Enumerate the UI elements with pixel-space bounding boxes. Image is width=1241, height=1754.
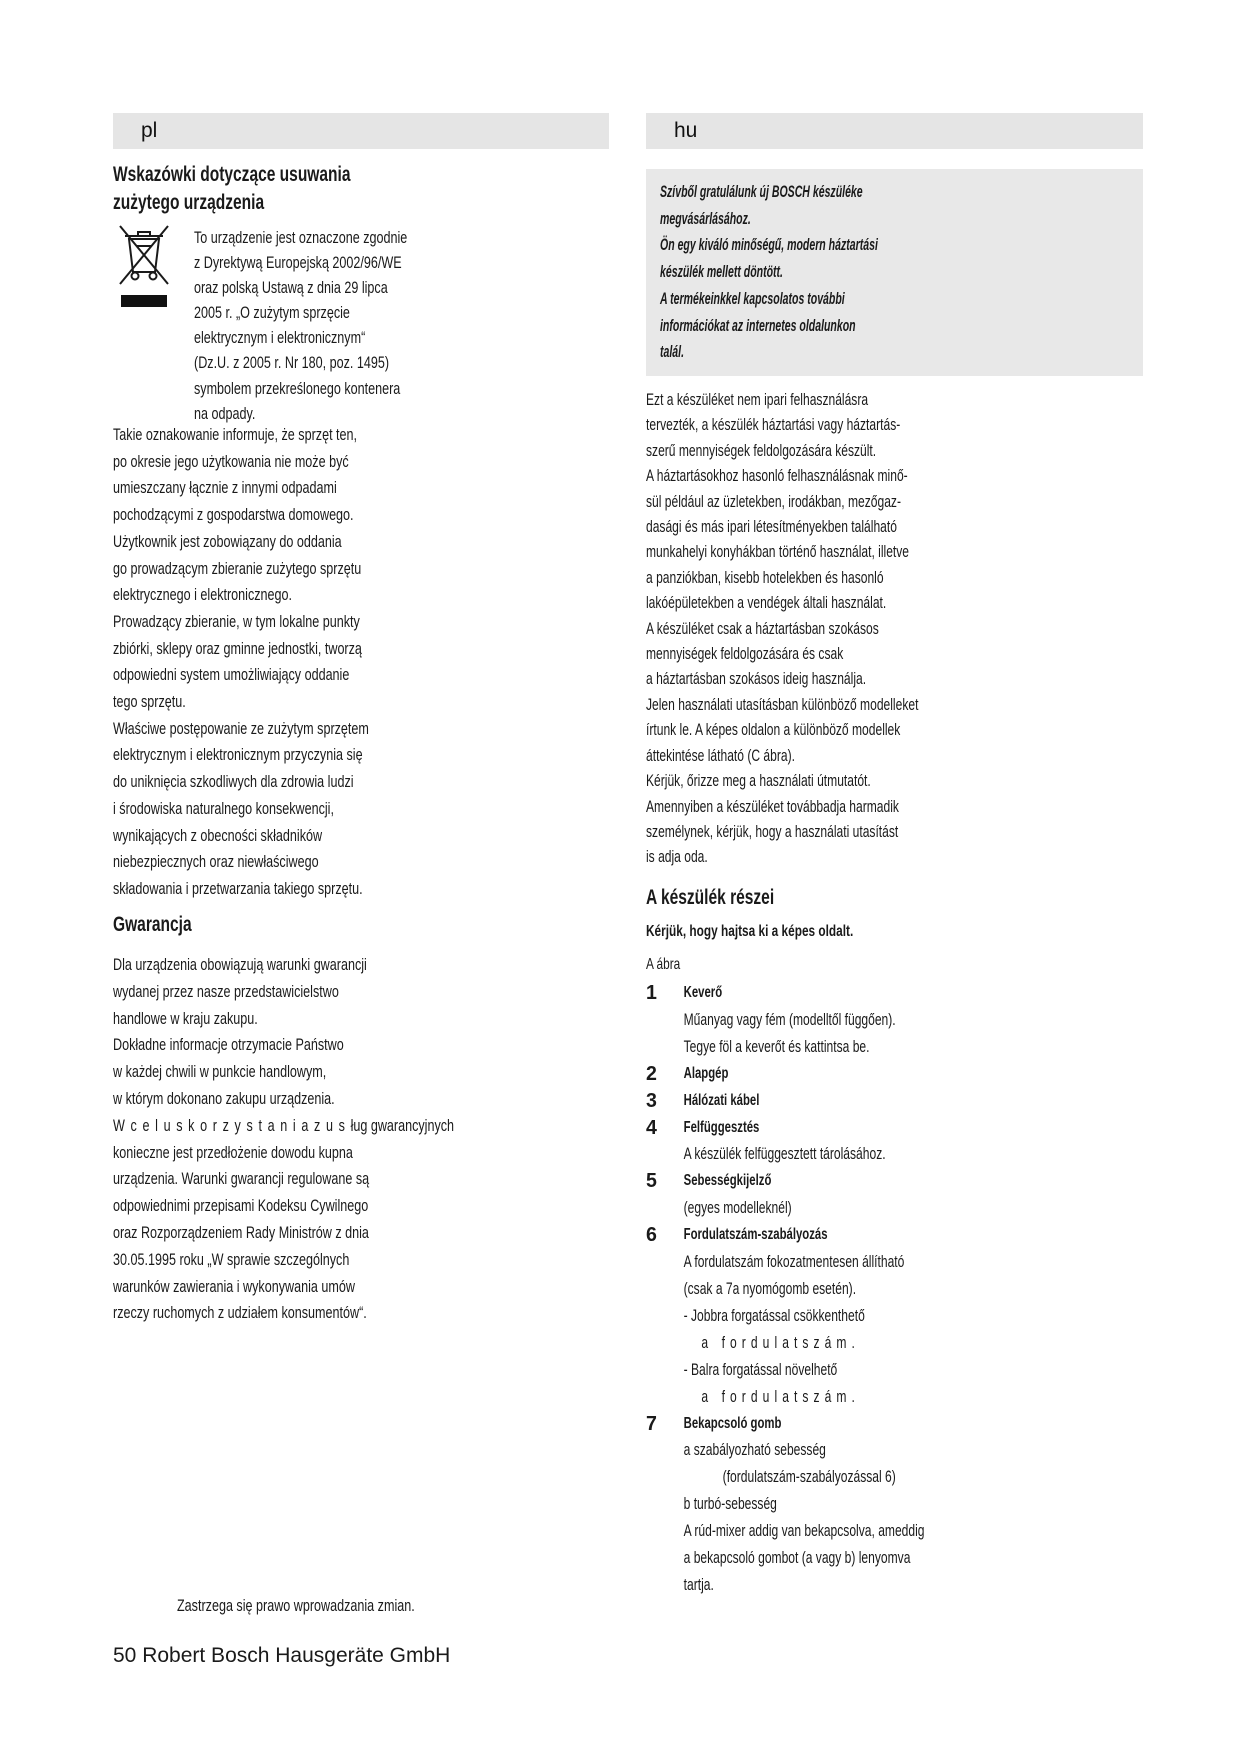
symbol-text-line: symbolem przekreślonego kontenera [194, 378, 401, 398]
part-detail-line: - Jobbra forgatással csökkenthető [683, 1305, 865, 1325]
disposal-text-line: Prowadzący zbieranie, w tym lokalne punkty [113, 611, 360, 631]
changes-reserved-note: Zastrzega się prawo wprowadzania zmian. [177, 1596, 415, 1615]
guarantee-text-line: warunków zawierania i wykonywania umów [113, 1276, 355, 1296]
part-number: 1 [646, 982, 657, 1004]
disposal-text-line: wynikających z obecności składników [113, 825, 323, 845]
part-detail-line: (fordulatszám-szabályozással 6) [722, 1467, 896, 1487]
page-footer: 50 Robert Bosch Hausgeräte GmbH [113, 1644, 451, 1667]
symbol-text-line: To urządzenie jest oznaczone zgodnie [194, 228, 408, 247]
intro-line: Szívből gratulálunk új BOSCH készüléke [660, 182, 863, 201]
usage-text-line: dasági és más ipari létesítményekben található [646, 517, 897, 537]
disposal-text-line: składowania i przetwarzania takiego sprzętu. [113, 878, 363, 898]
disposal-heading-line: zużytego urządzenia [113, 191, 265, 214]
usage-text-line: Ezt a készüléket nem ipari felhasználásra [646, 390, 869, 409]
usage-text-line: lakóépületekben a vendégek általi használat. [646, 593, 887, 613]
usage-text-line: is adja oda. [646, 847, 708, 867]
part-item [646, 1088, 924, 1115]
disposal-text-line: do uniknięcia szkodliwych dla zdrowia ludzi [113, 772, 354, 792]
lang-label: hu [674, 119, 698, 142]
part-detail-line: Tegye föl a keverőt és kattintsa be. [683, 1036, 870, 1056]
guarantee-spaced-rest: ług gwarancyjnych [350, 1115, 455, 1135]
guarantee-text-line: w którym dokonano zakupu urządzenia. [113, 1088, 335, 1108]
part-label: Alapgép [683, 1064, 729, 1082]
disposal-text-line: pochodzącymi z gospodarstwa domowego. [113, 505, 354, 525]
guarantee-text [113, 952, 454, 1327]
disposal-text-line: tego sprzętu. [113, 692, 186, 712]
part-detail-line: (csak a 7a nyomógomb esetén). [683, 1278, 857, 1298]
symbol-text-line: oraz polską Ustawą z dnia 29 lipca [194, 278, 388, 298]
usage-text-line: mennyiségek feldolgozására és csak [646, 644, 844, 664]
intro-line: Ön egy kiváló minőségű, modern háztartási [660, 235, 878, 255]
usage-text-line: A készüléket csak a háztartásban szokásos [646, 618, 879, 638]
part-detail-line: A fordulatszám fokozatmentesen állítható [683, 1252, 905, 1272]
part-detail-line: A rúd-mixer addig van bekapcsolva, ameddig [683, 1521, 925, 1541]
usage-text-line: személynek, kérjük, hogy a használati utasítást [646, 821, 899, 841]
guarantee-heading: Gwarancja [113, 913, 192, 936]
guarantee-text-line: wydanej przez nasze przedstawicielstwo [113, 981, 339, 1001]
usage-text-line: a panziókban, kisebb hotelekben és hasonló [646, 567, 884, 587]
part-number: 3 [646, 1089, 657, 1112]
figure-label: A ábra [646, 956, 681, 973]
guarantee-text-line: Dokładne informacje otrzymacie Państwo [113, 1035, 344, 1055]
symbol-text-line: na odpady. [194, 403, 256, 423]
usage-text-line: a háztartásban szokásos ideig használja. [646, 669, 867, 689]
part-detail-line: A készülék felfüggesztett tárolásához. [683, 1144, 886, 1164]
parts-heading: A készülék részei [646, 886, 775, 909]
usage-text-line: munkahelyi konyhákban történő használat, illetve [646, 542, 910, 562]
part-item [646, 1115, 924, 1142]
usage-text-line: A háztartásokhoz hasonló felhasználásnak minő- [646, 466, 908, 486]
disposal-text-line: odpowiedni system umożliwiający oddanie [113, 665, 350, 685]
disposal-text-line: Takie oznakowanie informuje, że sprzęt ten, [113, 425, 358, 444]
part-item [646, 1222, 924, 1249]
parts-list [646, 980, 924, 1599]
part-item [646, 1061, 924, 1088]
usage-text-line: írtunk le. A képes oldalon a különböző modellek [646, 720, 901, 740]
usage-text-line: Jelen használati utasításban különböző modelleket [646, 694, 919, 714]
intro-line: megvásárlásához. [660, 208, 751, 228]
guarantee-text-line: oraz Rozporządzeniem Rady Ministrów z dnia [113, 1222, 369, 1242]
part-label: Keverő [683, 984, 723, 1001]
disposal-text-line: zbiórki, sklepy oraz gminne jednostki, tworzą [113, 638, 362, 658]
disposal-text [113, 422, 369, 903]
part-detail-line: (egyes modelleknél) [683, 1198, 792, 1218]
disposal-text-line: elektrycznego i elektronicznego. [113, 585, 293, 605]
part-item [646, 1168, 924, 1195]
disposal-heading [113, 161, 350, 217]
part-label: Sebességkijelző [683, 1172, 772, 1190]
usage-text-line: Amennyiben a készüléket továbbadja harmadik [646, 796, 899, 816]
usage-text-line: szerű mennyiségek feldolgozására készült. [646, 440, 877, 460]
part-detail-line: - Balra forgatással növelhető [683, 1359, 838, 1379]
part-number: 7 [646, 1412, 657, 1435]
symbol-text-line: z Dyrektywą Europejską 2002/96/WE [194, 253, 402, 273]
usage-text [646, 387, 918, 870]
disposal-text-line: Użytkownik jest zobowiązany do oddania [113, 531, 342, 551]
guarantee-text-line: odpowiednimi przepisami Kodeksu Cywilnego [113, 1196, 369, 1216]
part-detail-line: tartja. [683, 1574, 714, 1594]
intro-line: készülék mellett döntött. [660, 262, 783, 282]
symbol-text-line: 2005 r. „O zużytym sprzęcie [194, 303, 350, 323]
intro-line: A termékeinkkel kapcsolatos további [660, 288, 845, 308]
crossed-out-wheelie-bin-icon [116, 222, 172, 310]
part-label: Hálózati kábel [683, 1091, 760, 1109]
part-detail-line: a fordulatszám. [701, 1386, 860, 1406]
guarantee-text-line: rzeczy ruchomych z udziałem konsumentów“. [113, 1303, 367, 1323]
part-number: 2 [646, 1062, 657, 1085]
part-detail-line: b turbó-sebesség [683, 1494, 777, 1514]
disposal-heading-line: Wskazówki dotyczące usuwania [113, 163, 351, 186]
usage-text-line: tervezték, a készülék háztartási vagy háztartás- [646, 415, 901, 435]
disposal-text-line: umieszczany łącznie z innymi odpadami [113, 478, 337, 498]
disposal-text-line: elektrycznym i elektronicznym przyczynia się [113, 745, 363, 765]
usage-text-line: sül például az üzletekben, irodákban, mezőgaz- [646, 491, 901, 511]
part-item [646, 1411, 924, 1438]
part-number: 6 [646, 1224, 657, 1247]
guarantee-spaced-line [113, 1113, 454, 1140]
symbol-text-line: elektrycznym i elektronicznym“ [194, 328, 366, 348]
lang-header-pl [113, 113, 609, 149]
part-label: Fordulatszám-szabályozás [683, 1226, 828, 1244]
guarantee-text-line: handlowe w kraju zakupu. [113, 1008, 258, 1028]
part-detail-line: a fordulatszám. [701, 1332, 860, 1352]
guarantee-text-line: Dla urządzenia obowiązują warunki gwarancji [113, 955, 367, 974]
part-detail-line: a bekapcsoló gombot (a vagy b) lenyomva [683, 1548, 911, 1568]
part-detail-line: Műanyag vagy fém (modelltől függően). [683, 1009, 896, 1029]
part-number: 5 [646, 1170, 657, 1193]
disposal-text-line: go prowadzącym zbieranie zużytego sprzętu [113, 558, 362, 578]
lang-label: pl [141, 119, 158, 142]
usage-text-line: Kérjük, őrizze meg a használati útmutatót. [646, 771, 871, 791]
disposal-symbol-text [194, 225, 407, 426]
disposal-text-line: niebezpiecznych oraz niewłaściwego [113, 852, 319, 872]
disposal-text-line: po okresie jego użytkowania nie może być [113, 451, 349, 471]
intro-text [660, 179, 878, 366]
part-label: Bekapcsoló gomb [683, 1414, 782, 1432]
guarantee-text-line: konieczne jest przedłożenie dowodu kupna [113, 1142, 353, 1162]
part-item [646, 980, 924, 1007]
part-number: 4 [646, 1116, 657, 1139]
disposal-text-line: i środowiska naturalnego konsekwencji, [113, 798, 334, 818]
guarantee-text-line: urządzenia. Warunki gwarancji regulowane są [113, 1169, 370, 1189]
intro-line: talál. [660, 342, 685, 362]
lang-header-hu [646, 113, 1143, 149]
guarantee-spaced-part: W celu skorzystania z us [113, 1115, 351, 1135]
part-detail-line: a szabályozható sebesség [683, 1440, 826, 1460]
parts-instruction: Kérjük, hogy hajtsa ki a képes oldalt. [646, 923, 854, 940]
intro-line: információkat az internetes oldalunkon [660, 315, 856, 335]
guarantee-text-line: 30.05.1995 roku „W sprawie szczególnych [113, 1249, 350, 1269]
disposal-text-line: Właściwe postępowanie ze zużytym sprzętem [113, 718, 369, 738]
usage-text-line: áttekintése látható (C ábra). [646, 745, 795, 765]
symbol-text-line: (Dz.U. z 2005 r. Nr 180, poz. 1495) [194, 353, 390, 373]
guarantee-text-line: w każdej chwili w punkcie handlowym, [113, 1062, 327, 1082]
part-label: Felfüggesztés [683, 1118, 760, 1136]
